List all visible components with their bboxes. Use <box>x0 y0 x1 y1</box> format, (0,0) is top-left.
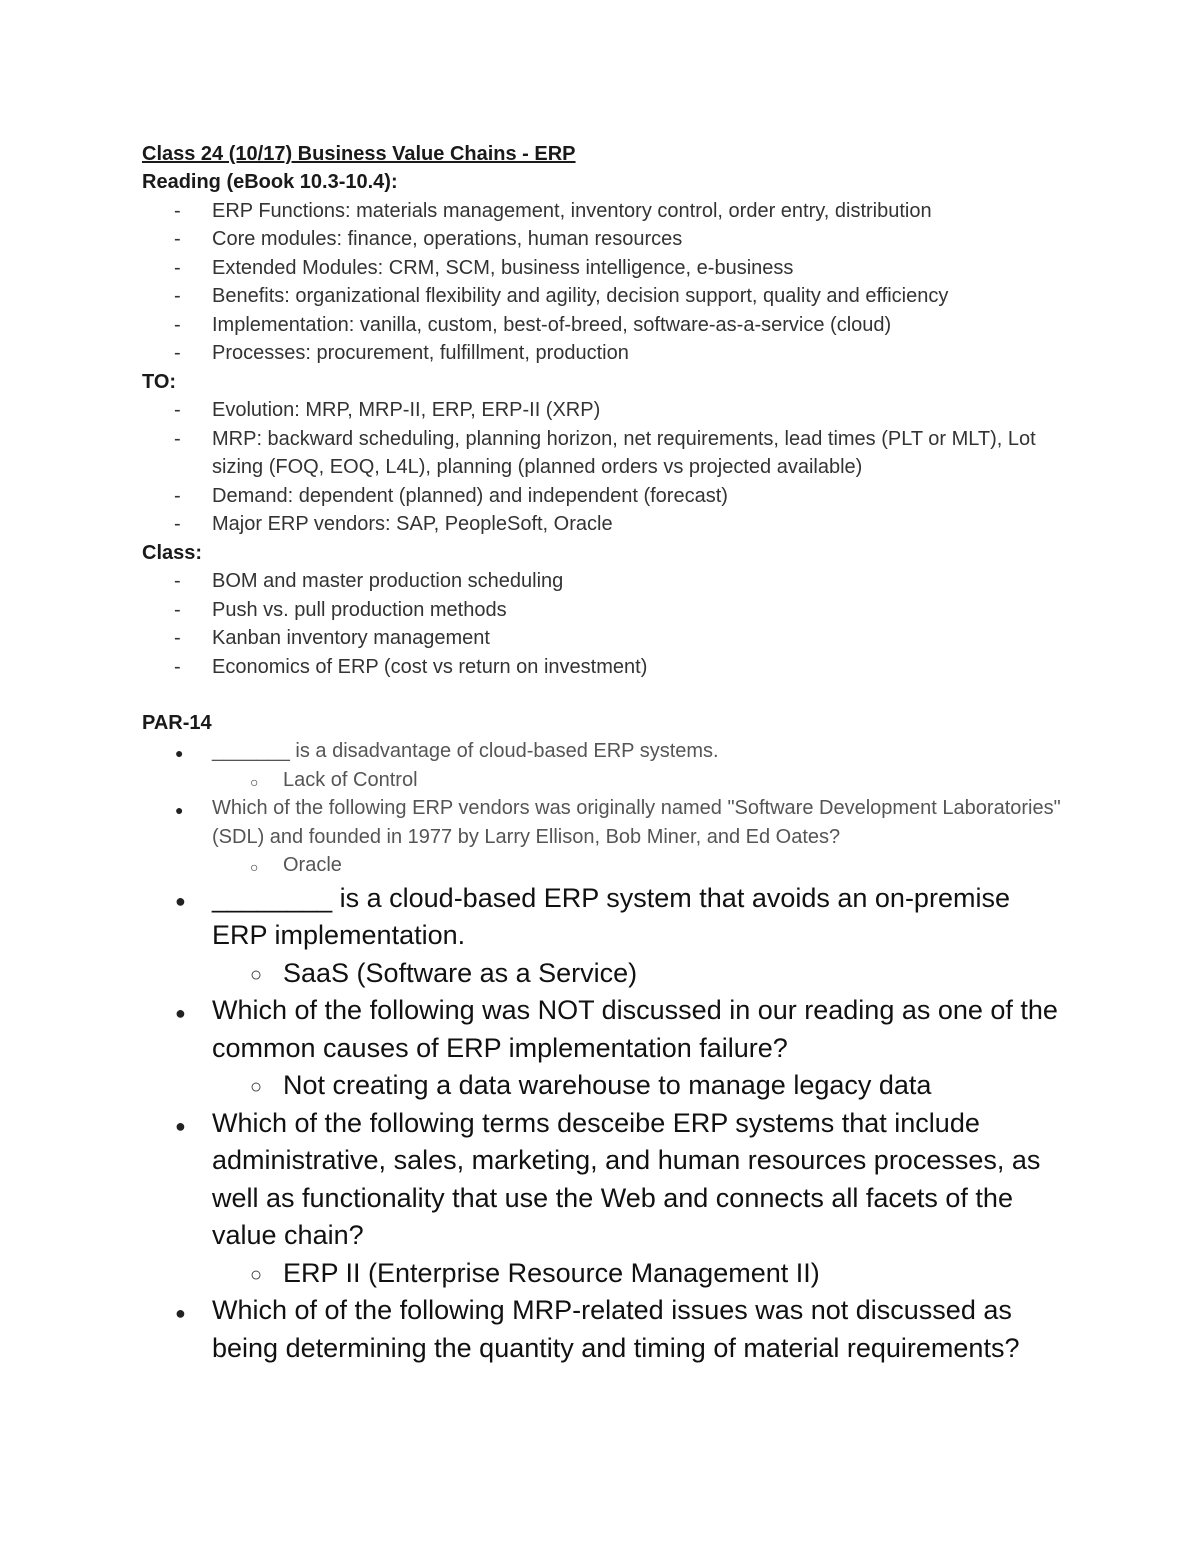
answer-text: Not creating a data warehouse to manage legacy data <box>283 1070 932 1100</box>
answer-item <box>142 1255 1072 1293</box>
circle-bullet-icon: ○ <box>250 859 259 875</box>
bullet-icon: ● <box>175 802 184 818</box>
list-item: - Push vs. pull production methods <box>142 596 1072 625</box>
reading-heading: Reading (eBook 10.3-10.4): <box>142 171 398 193</box>
answer-item <box>142 851 1072 880</box>
bullet-icon: ● <box>175 745 184 761</box>
question-item <box>142 1292 1072 1367</box>
question-text: Which of of the following MRP-related issues was not discussed as being determining the quantity and timing of material requirements? <box>212 1295 1020 1363</box>
question-text: Which of the following ERP vendors was originally named "Software Development Laboratories" (SDL) and founded in 1977 by Larry Ellison, Bob Miner, and Ed Oates? <box>212 797 1061 848</box>
list-item: - MRP: backward scheduling, planning horizon, net requirements, lead times (PLT or MLT), Lot sizing (FOQ, EOQ, L4L), planning (planned orders vs projected available) <box>142 425 1072 482</box>
reading-list <box>142 197 1072 368</box>
list-item: - Economics of ERP (cost vs return on investment) <box>142 653 1072 682</box>
bullet-icon: ● <box>175 1303 186 1323</box>
answer-text: Lack of Control <box>283 768 418 791</box>
question-text: ________ is a cloud-based ERP system that avoids an on-premise ERP implementation. <box>212 882 1010 950</box>
to-list <box>142 396 1072 539</box>
list-item: - Demand: dependent (planned) and independent (forecast) <box>142 482 1072 511</box>
question-item <box>142 737 1072 766</box>
to-heading: TO: <box>142 370 177 393</box>
list-item: - Core modules: finance, operations, human resources <box>142 225 1072 254</box>
question-item <box>142 992 1072 1067</box>
question-item <box>142 880 1072 955</box>
answer-text: SaaS (Software as a Service) <box>283 957 638 988</box>
question-item <box>142 794 1072 851</box>
question-text: _______ is a disadvantage of cloud-based ERP systems. <box>212 740 719 762</box>
list-item: - ERP Functions: materials management, inventory control, order entry, distribution <box>142 197 1072 226</box>
document-title: Class 24 (10/17) Business Value Chains - ERP <box>142 143 576 165</box>
question-text: Which of the following was NOT discussed in our reading as one of the common causes of ERP implementation failure? <box>212 995 1058 1063</box>
list-item: - Major ERP vendors: SAP, PeopleSoft, Oracle <box>142 510 1072 539</box>
list-item: - BOM and master production scheduling <box>142 567 1072 596</box>
circle-bullet-icon: ○ <box>250 1076 263 1098</box>
class-list <box>142 567 1072 681</box>
question-item <box>142 1105 1072 1255</box>
circle-bullet-icon: ○ <box>250 773 259 790</box>
circle-bullet-icon: ○ <box>250 1263 263 1286</box>
bullet-icon: ● <box>175 1115 186 1136</box>
par-heading: PAR-14 <box>142 712 212 734</box>
document-page <box>142 140 1072 1367</box>
class-heading: Class: <box>142 541 203 564</box>
circle-bullet-icon: ○ <box>250 963 263 986</box>
list-item: - Kanban inventory management <box>142 624 1072 653</box>
question-text: Which of the following terms desceibe ERP systems that include administrative, sales, marketing, and human resources processes, as well as functionality that use the Web and connects all facets of the value chain? <box>212 1107 1041 1250</box>
bullet-icon: ● <box>175 890 186 911</box>
list-item: - Processes: procurement, fulfillment, production <box>142 339 1072 368</box>
list-item: - Evolution: MRP, MRP-II, ERP, ERP-II (XRP) <box>142 396 1072 425</box>
answer-item <box>142 955 1072 993</box>
answer-text: ERP II (Enterprise Resource Management II) <box>283 1257 820 1288</box>
answer-item <box>142 766 1072 795</box>
list-item: - Extended Modules: CRM, SCM, business intelligence, e-business <box>142 254 1072 283</box>
list-item: - Benefits: organizational flexibility and agility, decision support, quality and efficiency <box>142 282 1072 311</box>
answer-item <box>142 1067 1072 1105</box>
answer-text: Oracle <box>283 854 342 876</box>
bullet-icon: ● <box>175 1003 186 1023</box>
list-item: - Implementation: vanilla, custom, best-of-breed, software-as-a-service (cloud) <box>142 311 1072 340</box>
